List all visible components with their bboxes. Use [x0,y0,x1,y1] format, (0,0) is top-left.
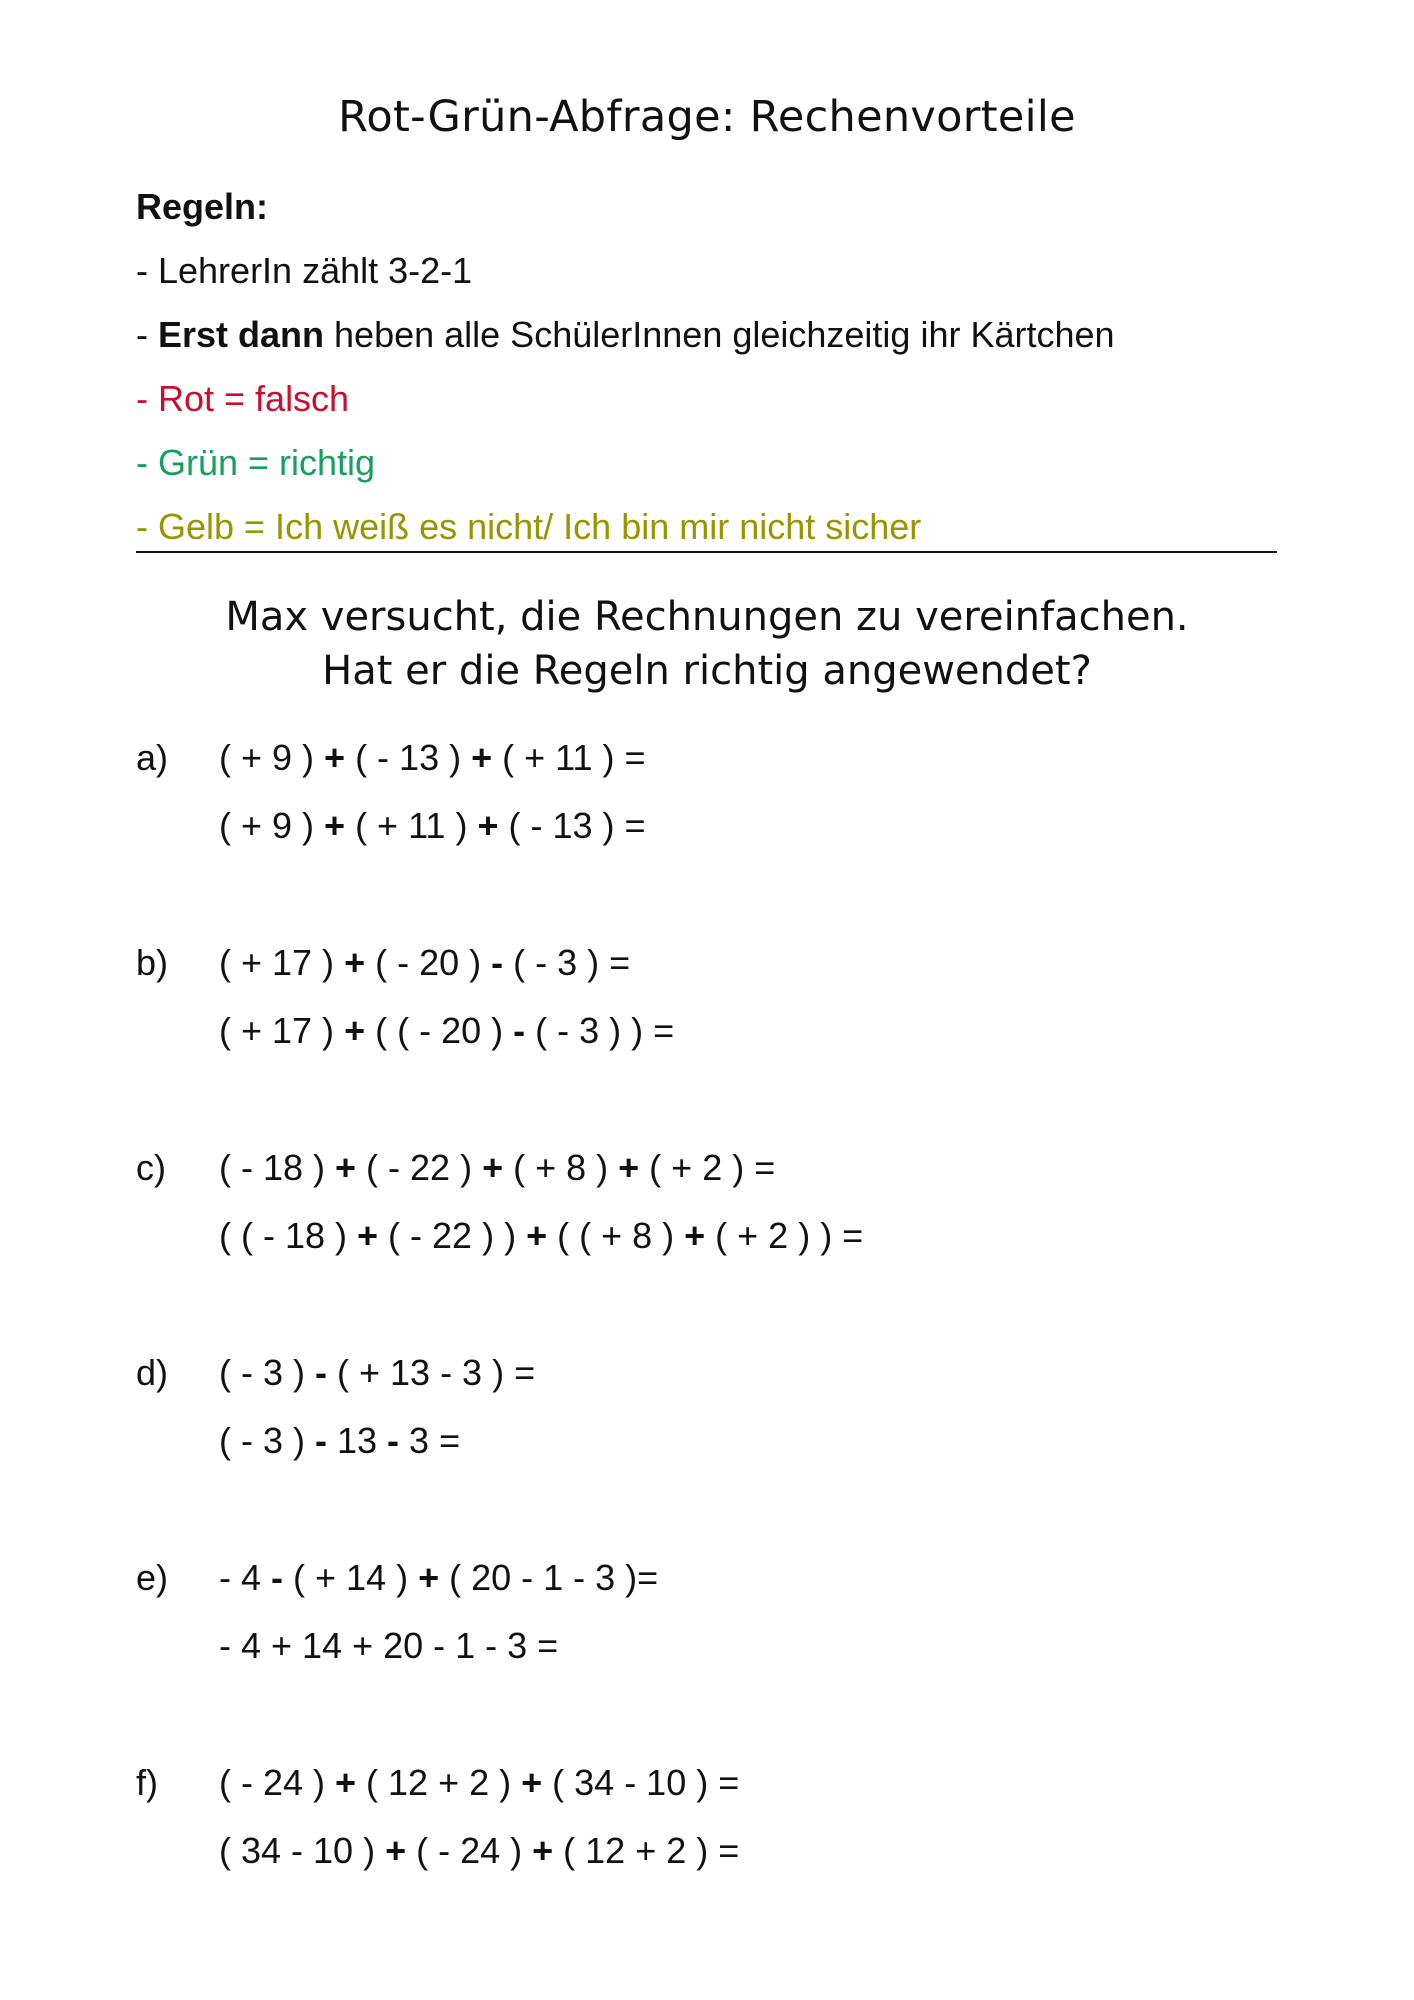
text-segment: ( - 3 ) [219,1352,315,1393]
task-simplified-expression [219,805,646,847]
task-original-expression [219,1147,775,1189]
bold-segment: + [344,1010,366,1051]
bold-segment: Erst dann [158,314,325,355]
bold-segment: + [344,942,366,983]
text-segment: ( + 11 ) = [492,737,646,778]
bold-segment: + [335,1147,357,1188]
rule-item-3 [136,367,1115,431]
bold-segment: + [532,1830,554,1871]
bold-segment: - [271,1557,284,1598]
text-segment: ( + 9 ) [219,737,325,778]
text-segment: ( + 8 ) [503,1147,619,1188]
text-segment: ( - 13 ) = [498,805,646,846]
task-original-expression [219,1762,739,1804]
text-segment: ( - 24 ) [219,1762,336,1803]
text-segment: ( ( + 8 ) [547,1215,685,1256]
task-simplified-expression [219,1420,460,1462]
task-original-expression [219,737,646,779]
task-simplified-expression [219,1625,558,1667]
text-segment: ( + 11 ) [345,805,478,846]
rules-heading: Regeln: [136,186,269,227]
task-label: e) [136,1557,169,1598]
task-simplified-expression [219,1830,739,1872]
bold-segment: - [387,1420,400,1461]
text-segment: ( + 9 ) [219,805,325,846]
bold-segment: + [357,1215,379,1256]
bold-segment: + [526,1215,548,1256]
task-simplified-expression [219,1215,863,1257]
bold-segment: + [618,1147,640,1188]
task-label: f) [136,1762,158,1803]
text-segment: - Grün = richtig [136,442,376,483]
divider-line [136,551,1277,553]
rule-item-4 [136,431,1115,495]
text-segment: ( ( - 18 ) [219,1215,358,1256]
bold-segment: - [315,1352,327,1393]
bold-segment: + [482,1147,504,1188]
text-segment: ( + 13 - 3 ) = [327,1352,536,1393]
text-segment: ( - 3 ) = [503,942,631,983]
bold-segment: - [315,1420,327,1461]
text-segment: - 4 [219,1557,272,1598]
task-label: b) [136,942,169,983]
text-segment: ( - 3 ) [219,1420,315,1461]
task-label: d) [136,1352,169,1393]
worksheet-title: Rot-Grün-Abfrage: Rechenvorteile [338,92,1076,142]
text-segment: - 4 + 14 + 20 - 1 - 3 = [219,1625,559,1666]
text-segment: ( ( - 20 ) [365,1010,514,1051]
task-label: a) [136,737,169,778]
rule-item-2 [136,303,1115,367]
text-segment: ( - 18 ) [219,1147,336,1188]
text-segment: ( + 17 ) [219,942,345,983]
task-label: c) [136,1147,166,1188]
text-segment: 3 = [399,1420,461,1461]
bold-segment: + [418,1557,440,1598]
text-segment: ( + 14 ) [283,1557,419,1598]
text-segment: ( 34 - 10 ) [219,1830,386,1871]
text-segment: ( 34 - 10 ) = [542,1762,740,1803]
text-segment: ( + 17 ) [219,1010,345,1051]
bold-segment: + [684,1215,706,1256]
text-segment: 13 [327,1420,388,1461]
text-segment: - Gelb = Ich weiß es nicht/ Ich bin mir nicht sicher [136,506,922,547]
question-line-1: Max versucht, die Rechnungen zu vereinfachen. [225,594,1189,640]
text-segment: ( - 22 ) ) [378,1215,527,1256]
rule-item-1 [136,239,1115,303]
text-segment: - LehrerIn zählt 3-2-1 [136,250,473,291]
text-segment: ( - 13 ) [345,737,472,778]
task-original-expression [219,1557,658,1599]
task-original-expression [219,942,630,984]
text-segment: ( - 20 ) [365,942,492,983]
bold-segment: + [324,805,346,846]
text-segment: ( - 3 ) ) = [525,1010,675,1051]
bold-segment: + [335,1762,357,1803]
question-line-2: Hat er die Regeln richtig angewendet? [322,648,1092,694]
bold-segment: - [513,1010,526,1051]
task-simplified-expression [219,1010,674,1052]
bold-segment: + [385,1830,407,1871]
text-segment: ( 12 + 2 ) = [553,1830,740,1871]
text-segment: - [136,314,158,355]
text-segment: ( - 22 ) [356,1147,483,1188]
bold-segment: + [324,737,346,778]
text-segment: ( + 2 ) = [639,1147,776,1188]
bold-segment: - [491,942,504,983]
question-block [0,590,1414,698]
bold-segment: + [471,737,493,778]
rule-item-5 [136,495,1115,559]
task-original-expression [219,1352,535,1394]
bold-segment: + [521,1762,543,1803]
bold-segment: + [477,805,499,846]
rules-section [136,175,1115,559]
text-segment: heben alle SchülerInnen gleichzeitig ihr Kärtchen [324,314,1115,355]
text-segment: ( 20 - 1 - 3 )= [439,1557,659,1598]
text-segment: - Rot = falsch [136,378,350,419]
text-segment: ( + 2 ) ) = [705,1215,864,1256]
text-segment: ( 12 + 2 ) [356,1762,522,1803]
text-segment: ( - 24 ) [406,1830,533,1871]
